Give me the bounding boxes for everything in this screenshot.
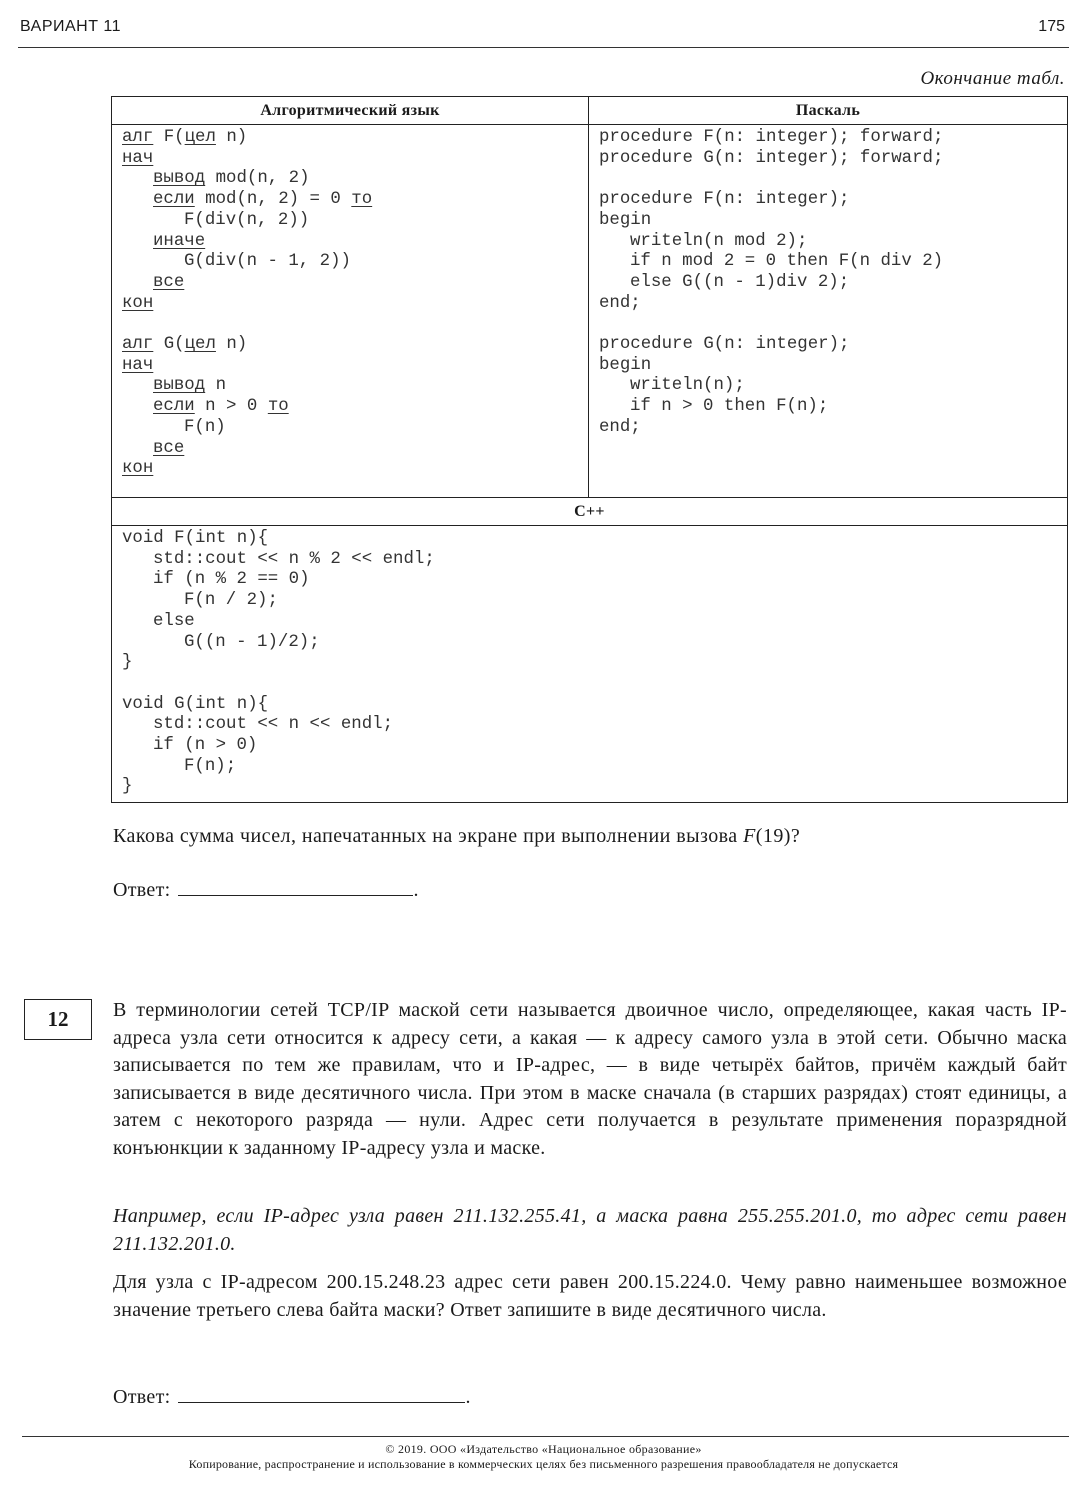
algo-header: Алгоритмический язык (112, 97, 589, 125)
header-divider (18, 47, 1069, 48)
task11-answer-label: Ответ: (113, 879, 171, 901)
footer-divider (22, 1436, 1069, 1437)
cpp-code: void F(int n){ std::cout << n % 2 << endl; if (n % 2 == 0) F(n / 2); else G((n - 1)/2); } void G(int n){ std::cout << n << endl; if (n > 0) F(n); } (122, 529, 435, 797)
task11-answer-blank[interactable] (178, 877, 413, 896)
task11-question: Какова сумма чисел, напечатанных на экране при выполнении вызова F(19)? (113, 825, 801, 847)
pascal-cell (589, 125, 1068, 498)
variant-label: ВАРИАНТ 11 (20, 18, 122, 35)
task12-answer-blank[interactable] (178, 1384, 465, 1403)
task12-answer: Ответ: . (113, 1386, 471, 1408)
cpp-cell (112, 526, 1068, 803)
table-caption: Окончание табл. (920, 68, 1065, 89)
task12-number: 12 (24, 999, 92, 1040)
pascal-header: Паскаль (589, 97, 1068, 125)
task12-answer-label: Ответ: (113, 1386, 171, 1408)
task12-paragraph1: В терминологии сетей TCP/IP маской сети называется двоичное число, определяющее, какая часть IP-адреса узла сети относится к адресу сети, а какая — к адресу самого узла в этой сети. Обычно маска записывается по тем же правилам, что и IP-адрес, — в виде четырёх байтов, причём каждый байт записывается в виде десятичного числа. При этом в маске сначала (в старших разрядах) стоят единицы, а затем с некоторого разряда — нули. Адрес сети получается в результате применения поразрядной конъюнкции к заданному IP-адресу узла и маске. (113, 999, 1067, 1159)
algo-code: алг F(цел n) нач вывод mod(n, 2) если mod(n, 2) = 0 то F(div(n, 2)) иначе G(div(n - 1, 2)) все кон алг G(цел n) нач вывод n если n > 0 то F(n) все кон (122, 128, 373, 479)
algo-cell (112, 125, 589, 498)
code-table (111, 96, 1068, 803)
pascal-code: procedure F(n: integer); forward; procedure G(n: integer); forward; procedure F(n: integer); begin writeln(n mod 2); if n mod 2 = 0 then F(n div 2) else G((n - 1)div 2); end; procedure G(n: integer); begin writeln(n); if n > 0 then F(n); end; (599, 128, 944, 437)
task12-example: Например, если IP-адрес узла равен 211.132.255.41, а маска равна 255.255.201.0, то адрес сети равен 211.132.201.0. (113, 1205, 1067, 1255)
page-number: 175 (1038, 18, 1065, 35)
cpp-header: C++ (112, 498, 1068, 526)
footer-copyright: © 2019. ООО «Издательство «Национальное образование» (385, 1442, 702, 1456)
task11-answer: Ответ: . (113, 879, 419, 901)
footer-notice: Копирование, распространение и использование в коммерческих целях без письменного разрешения правообладателя не допускается (188, 1457, 899, 1471)
task12-paragraph2: Для узла с IP-адресом 200.15.248.23 адрес сети равен 200.15.224.0. Чему равно наименьшее возможное значение третьего слева байта маски? Ответ запишите в виде десятичного числа. (113, 1271, 1067, 1321)
